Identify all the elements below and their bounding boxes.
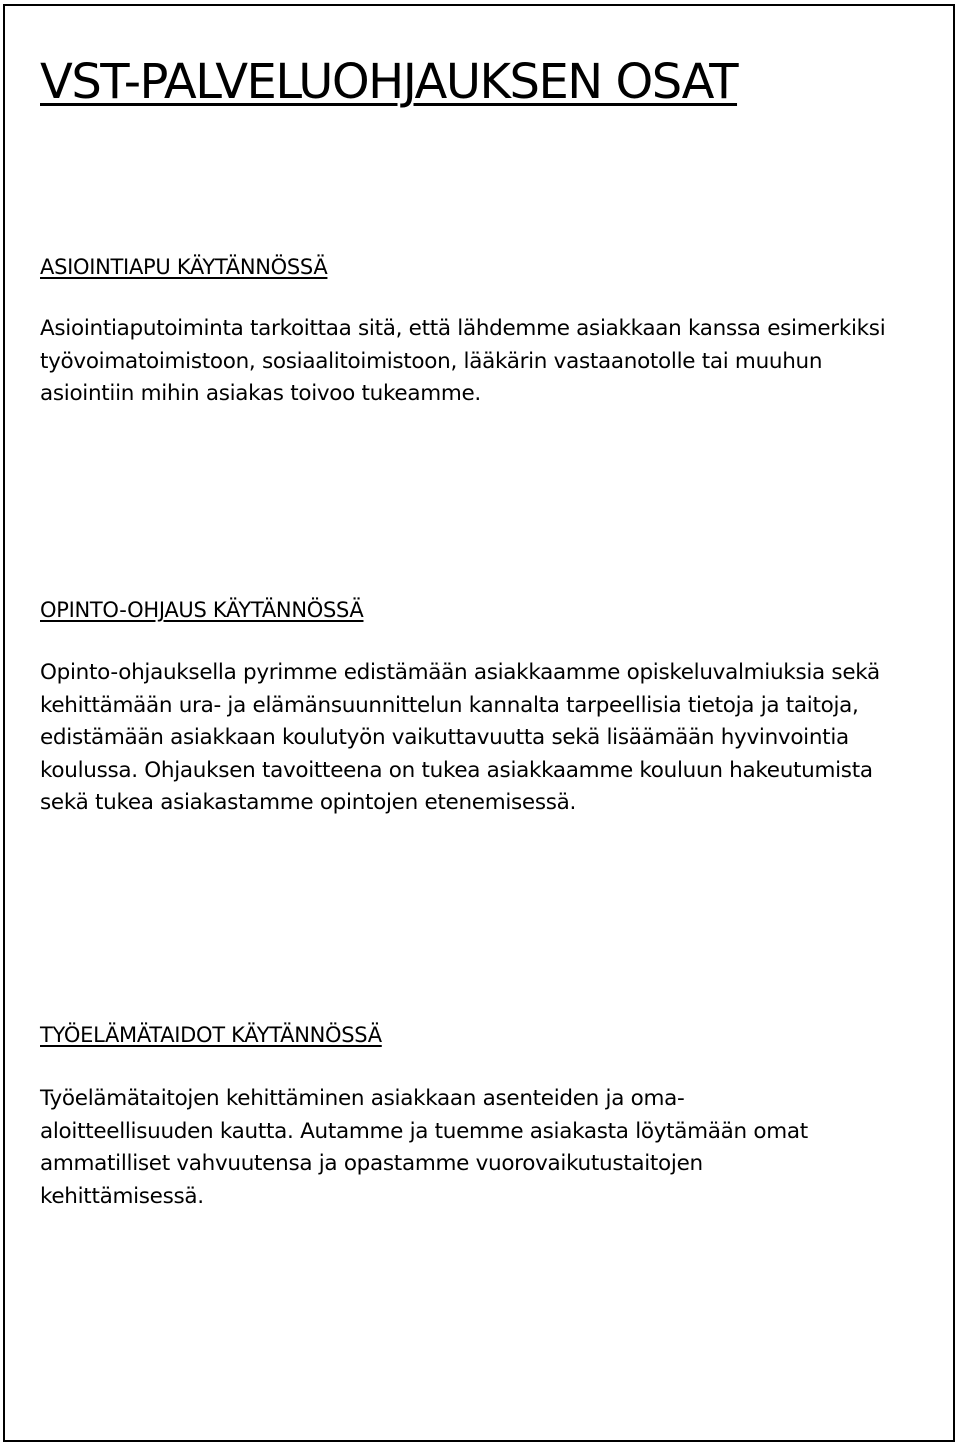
section-text-asiointiapu: Asiointiaputoiminta tarkoittaa sitä, että lähdemme asiakkaan kanssa esimerkiksi työvoimatoimistoon, sosiaalitoimistoon, lääkärin vastaanotolle tai muuhun asiointiin mihin asiakas toivoo tukeamme. xyxy=(40,316,886,406)
document-title: VST-PALVELUOHJAUKSEN OSAT xyxy=(40,54,738,110)
section-text-opinto-ohjaus: Opinto-ohjauksella pyrimme edistämään asiakkaamme opiskeluvalmiuksia sekä kehittämään ura- ja elämänsuunnittelun kannalta tarpeellisia tietoja ja taitoja, edistämään asiakkaan koulutyön vaikuttavuutta sekä lisäämään hyvinvointia koulussa. Ohjauksen tavoitteena on tukea asiakkaamme kouluun hakeutumista sekä tukea asiakastamme opintojen etenemisessä. xyxy=(40,660,880,815)
section-text-tyoelamataidot: Työelämätaitojen kehittäminen asiakkaan asenteiden ja oma-aloitteellisuuden kautta. Autamme ja tuemme asiakasta löytämään omat ammatilliset vahvuutensa ja opastamme vuorovaikutustaitojen kehittämisessä. xyxy=(40,1086,808,1209)
section-heading-asiointiapu: ASIOINTIAPU KÄYTÄNNÖSSÄ xyxy=(40,255,328,279)
section-heading-tyoelamataidot: TYÖELÄMÄTAIDOT KÄYTÄNNÖSSÄ xyxy=(40,1023,382,1047)
section-heading-opinto-ohjaus: OPINTO-OHJAUS KÄYTÄNNÖSSÄ xyxy=(40,598,364,622)
